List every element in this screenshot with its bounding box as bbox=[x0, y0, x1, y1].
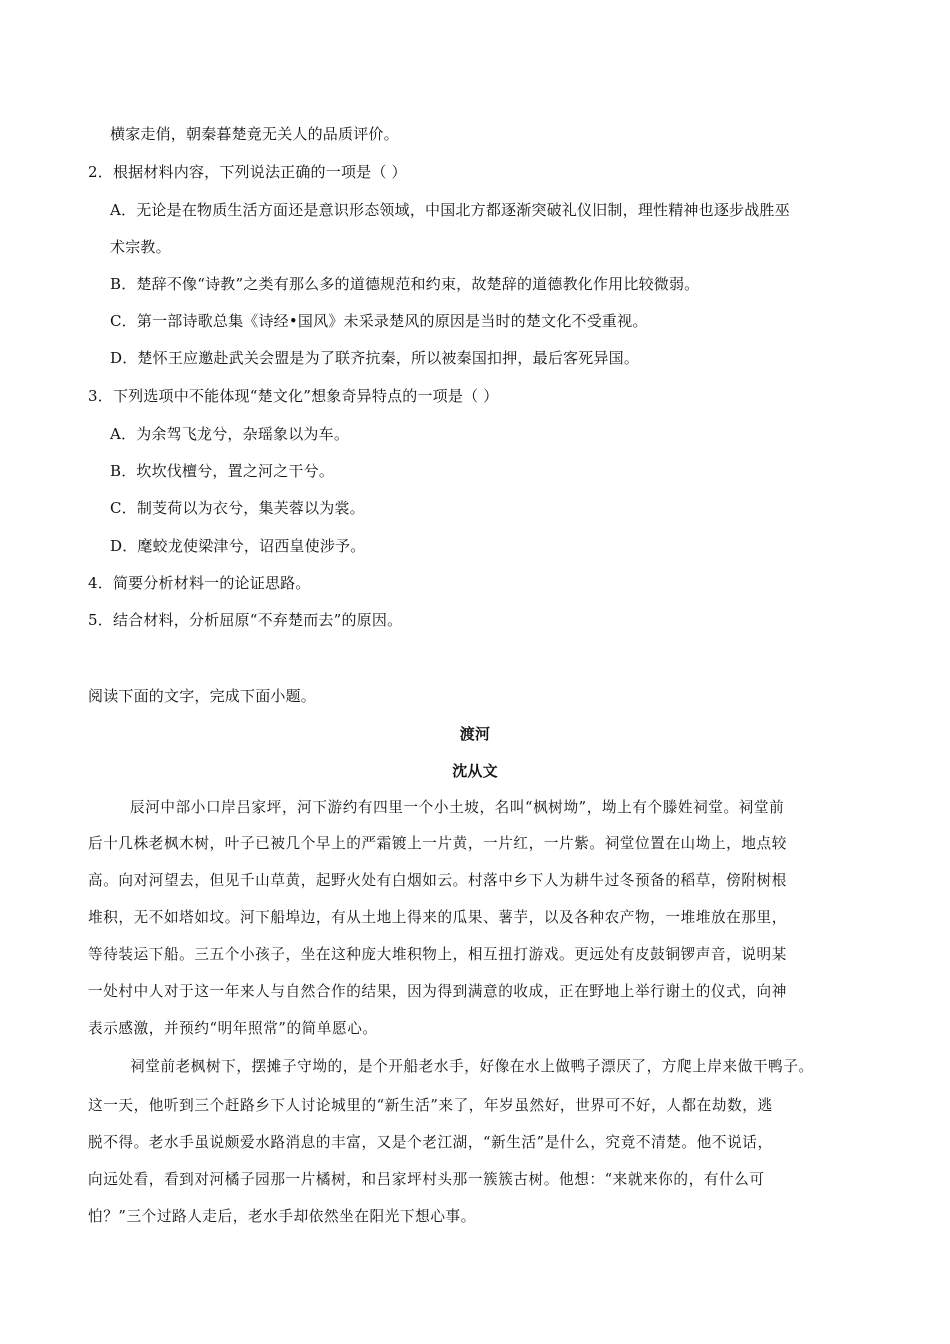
question-3-option-a: A．为余驾飞龙兮，杂瑶象以为车。 bbox=[110, 425, 350, 443]
paragraph-1-line: 一处村中人对于这一年来人与自然合作的结果，因为得到满意的收成，正在野地上举行谢土的仪式，向神 bbox=[88, 983, 787, 1000]
question-2-option-b: B．楚辞不像“诗教”之类有那么多的道德规范和约束，故楚辞的道德教化作用比较微弱。 bbox=[110, 275, 700, 293]
question-2-stem: 2．根据材料内容，下列说法正确的一项是（ ） bbox=[88, 163, 407, 181]
article-title: 渡河 bbox=[459, 725, 491, 743]
paragraph-1-line: 堆积，无不如塔如坟。河下船埠边，有从土地上得来的瓜果、薯芋，以及各种农产物，一堆堆放在那里， bbox=[88, 909, 787, 926]
paragraph-1-line: 辰河中部小口岸吕家坪，河下游约有四里一个小土坡，名叫“枫树坳”，坳上有个滕姓祠堂。祠堂前 bbox=[130, 799, 785, 816]
question-2-option-a: A．无论是在物质生活方面还是意识形态领域，中国北方都逐渐突破礼仪旧制，理性精神也逐步战胜巫 bbox=[110, 201, 790, 219]
question-5-stem: 5．结合材料，分析屈原“不弃楚而去”的原因。 bbox=[88, 611, 403, 629]
paragraph-1-line: 后十几株老枫木树，叶子已被几个早上的严霜镀上一片黄，一片红，一片紫。祠堂位置在山坳上，地点较 bbox=[88, 835, 787, 852]
article-author: 沈从文 bbox=[452, 762, 498, 780]
question-2-option-c: C．第一部诗歌总集《诗经•国风》未采录楚风的原因是当时的楚文化不受重视。 bbox=[110, 312, 648, 330]
question-3-stem: 3．下列选项中不能体现“楚文化”想象奇异特点的一项是（ ） bbox=[88, 387, 499, 405]
question-4-stem: 4．简要分析材料一的论证思路。 bbox=[88, 574, 311, 592]
paragraph-1-line: 等待装运下船。三五个小孩子，坐在这种庞大堆积物上，相互扭打游戏。更远处有皮鼓铜锣声音，说明某 bbox=[88, 946, 787, 963]
passage-continuation-line: 横家走俏，朝秦暮楚竟无关人的品质评价。 bbox=[110, 125, 399, 143]
paragraph-2-line: 向远处看，看到对河橘子园那一片橘树，和吕家坪村头那一簇簇古树。他想：“来就来你的，有什么可 bbox=[88, 1171, 765, 1188]
paragraph-1-line: 表示感激，并预约“明年照常”的简单愿心。 bbox=[88, 1020, 378, 1037]
paragraph-2-line: 祠堂前老枫树下，摆摊子守坳的，是个开船老水手，好像在水上做鸭子漂厌了，方爬上岸来做干鸭子。 bbox=[130, 1058, 814, 1075]
paragraph-2-line: 脱不得。老水手虽说颇爱水路消息的丰富，又是个老江湖，“新生活”是什么，究竟不清楚。他不说话， bbox=[88, 1134, 773, 1151]
paragraph-2-line: 这一天，他听到三个赶路乡下人讨论城里的“新生活”来了，年岁虽然好，世界可不好，人都在劫数，逃 bbox=[88, 1097, 773, 1114]
reading-instruction: 阅读下面的文字，完成下面小题。 bbox=[88, 687, 317, 705]
paragraph-1-line: 高。向对河望去，但见千山草黄，起野火处有白烟如云。村落中乡下人为耕牛过冬预备的稻草，傍附树根 bbox=[88, 872, 787, 889]
question-3-option-c: C．制芰荷以为衣兮，集芙蓉以为裳。 bbox=[110, 499, 365, 517]
paragraph-2-line: 怕？”三个过路人走后，老水手却依然坐在阳光下想心事。 bbox=[88, 1208, 476, 1225]
question-3-option-d: D．麾蛟龙使梁津兮，诏西皇使涉予。 bbox=[110, 537, 366, 555]
question-3-option-b: B．坎坎伐檀兮，置之河之干兮。 bbox=[110, 462, 335, 480]
question-2-option-a-continued: 术宗教。 bbox=[110, 238, 171, 256]
question-2-option-d: D．楚怀王应邀赴武关会盟是为了联齐抗秦，所以被秦国扣押，最后客死异国。 bbox=[110, 349, 640, 367]
